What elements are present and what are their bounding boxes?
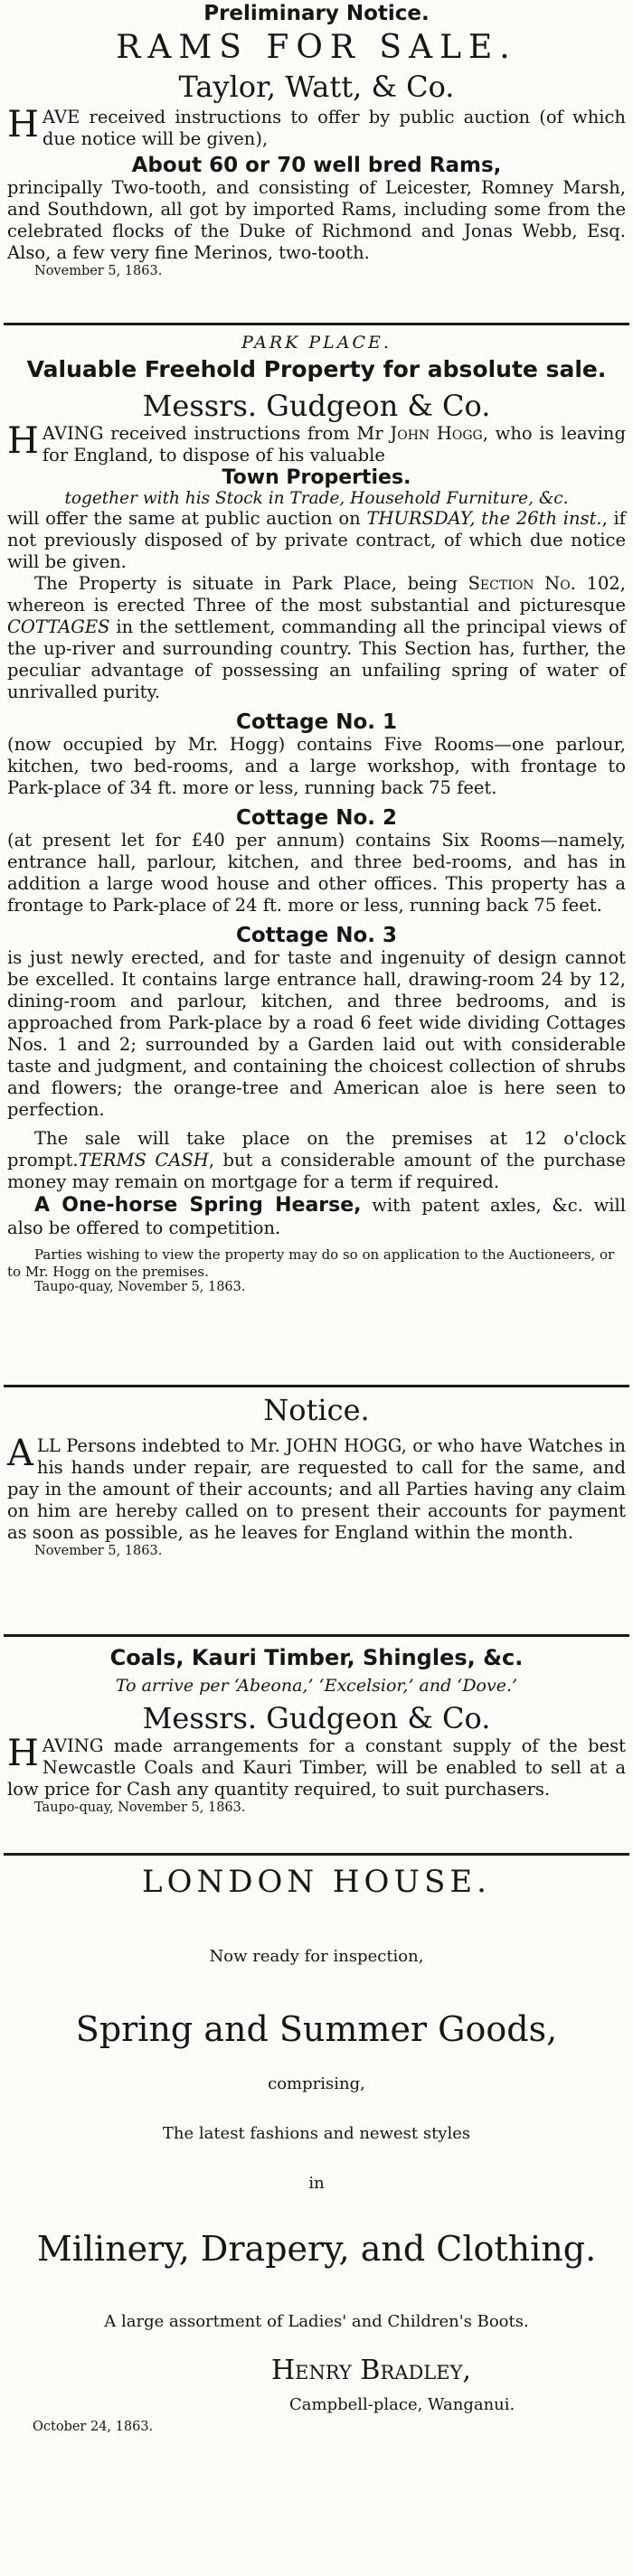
auction-text: will offer the same at public auction on THURSDAY, the 26th inst., if not previously disposed of by private contract, of which due notice will be given. — [7, 508, 627, 573]
goods-heading: Spring and Summer Goods, — [75, 2009, 558, 2049]
dateline: October 24, 1863. — [33, 2420, 154, 2434]
dropcap: H — [7, 420, 39, 463]
dropcap: A — [7, 1433, 33, 1474]
dropcap: H — [7, 103, 39, 146]
dropcap: H — [7, 1733, 39, 1775]
preliminary-notice: Preliminary Notice. — [203, 2, 430, 25]
cottage-description: (at present let for £40 per annum) contains Six Rooms—namely, entrance hall, parlour, kitchen, and three bed-rooms, and has in addition a large wood house and other offices. This property has a frontage to Park-place of 24 ft. more or less, running back 75 feet. — [7, 830, 626, 917]
coals-title: Coals, Kauri Timber, Shingles, &c. — [109, 1645, 524, 1670]
notice-body: ALL Persons indebted to Mr. JOHN HOGG, or who have Watches in his hands under repair, are requested to call for the same, and pay in the amount of their accounts; and all Parties having any claim on him are hereby called on to present their accounts for payment as soon as possible, as he leaves for England within the month. — [7, 1433, 626, 1543]
rams-title: RAMS FOR SALE. — [116, 29, 517, 66]
rams-body: principally Two-tooth, and consisting of Leicester, Romney Marsh, and Southdown, all got by imported Rams, including some from the celebrated flocks of the Duke of Richmond and Jonas Webb, Esq. Also, a few very fine Merinos, two-tooth. — [7, 176, 626, 263]
divider-rule — [4, 1853, 629, 1856]
rams-lot: About 60 or 70 well bred Rams, — [131, 153, 502, 177]
cottage-heading: Cottage No. 1 — [235, 710, 398, 735]
instruction-text: HAVING received instructions from Mr John Hogg, who is leaving for England, to dispose of his valuable — [7, 420, 626, 466]
notice-title: Notice. — [263, 1393, 370, 1427]
arrival-ships: To arrive per ‘Abeona,’ ‘Excelsior,’ and ‘Dove.’ — [115, 1676, 518, 1696]
divider-rule — [4, 323, 629, 325]
london-house-title: LONDON HOUSE. — [142, 1864, 491, 1900]
property-description: The Property is situate in Park Place, being Section No. 102, whereon is erected Three of the most substantial and picturesque COTTAGES in the settlement, commanding all the principal views of the up-river and surrounding country. This Section has, further, the peculiar advantage of possessing an unfailing spring of water of unrivalled purity. — [7, 573, 626, 703]
boots-line: A large assortment of Ladies' and Children's Boots. — [104, 2312, 529, 2331]
ad-coals — [7, 1645, 626, 1815]
ad-park-place — [7, 333, 626, 1294]
dateline: Taupo-quay, November 5, 1863. — [34, 1280, 246, 1295]
owner-name: John Hogg — [390, 423, 483, 445]
comprising-line: comprising, — [268, 2074, 365, 2093]
property-title: Valuable Freehold Property for absolute sale. — [26, 356, 607, 382]
dateline: November 5, 1863. — [34, 1543, 163, 1558]
divider-rule — [4, 1634, 629, 1637]
auction-day: THURSDAY, the 26th inst. — [366, 508, 602, 530]
firm-name: Messrs. Gudgeon & Co. — [142, 389, 491, 423]
in-line: in — [308, 2174, 325, 2193]
cottage-description: is just newly erected, and for taste and ingenuity of design cannot be excelled. It contains large entrance hall, drawing-room 24 by 12, dining-room and parlour, kitchen, and three bedrooms, and is approached from Park-place by a road 6 feet wide dividing Cottages Nos. 1 and 2; surrounded by a Garden laid out with considerable taste and judgment, and containing the choicest collection of shrubs and flowers; the orange-tree and American aloe is here seen to perfection. — [7, 947, 626, 1120]
ad-notice — [7, 1392, 626, 1558]
cottage-description: (now occupied by Mr. Hogg) contains Five Rooms—one parlour, kitchen, two bed-rooms, and a large workshop, with frontage to Park-place of 34 ft. more or less, running back 75 feet. — [7, 734, 626, 799]
merchant-name: Henry Bradley, — [271, 2355, 471, 2386]
fashions-line: The latest fashions and newest styles — [162, 2124, 471, 2143]
merchant-address: Campbell-place, Wanganui. — [289, 2395, 515, 2414]
cottage-heading: Cottage No. 3 — [235, 924, 398, 948]
firm-name: Messrs. Gudgeon & Co. — [142, 1701, 491, 1735]
dateline: Taupo-quay, November 5, 1863. — [34, 1800, 246, 1816]
ready-line: Now ready for inspection, — [209, 1947, 424, 1966]
firm-name: Taylor, Watt, & Co. — [178, 70, 455, 105]
ad-rams-for-sale — [7, 2, 626, 278]
divider-rule — [4, 1385, 629, 1387]
location-heading: PARK PLACE. — [241, 333, 392, 353]
view-note: Parties wishing to view the property may do so on application to the Auctioneers, or to Mr. Hogg on the premises. — [7, 1246, 615, 1280]
rams-intro — [7, 103, 626, 150]
ad-london-house — [7, 1864, 626, 2434]
hearse-offer: A One-horse Spring Hearse, with patent axles, &c. will also be offered to competition. — [7, 1193, 626, 1238]
town-properties: Town Properties. — [222, 466, 411, 490]
sale-terms: The sale will take place on the premises at 12 o'clock prompt.TERMS CASH, but a considerable amount of the purchase money may remain on mortgage for a term if required. — [7, 1127, 626, 1192]
stock-note: together with his Stock in Trade, Household Furniture, &c. — [64, 489, 569, 509]
cottage-heading: Cottage No. 2 — [235, 806, 398, 831]
coals-body: HAVING made arrangements for a constant supply of the best Newcastle Coals and Kauri Timber, will be enabled to sell at a low price for Cash any quantity required, to suit purchasers. — [7, 1733, 626, 1800]
dateline: November 5, 1863. — [34, 263, 163, 278]
intro-text: AVE received instructions to offer by public auction (of which due notice will be given), — [42, 106, 626, 149]
clothing-heading: Milinery, Drapery, and Clothing. — [36, 2229, 597, 2269]
